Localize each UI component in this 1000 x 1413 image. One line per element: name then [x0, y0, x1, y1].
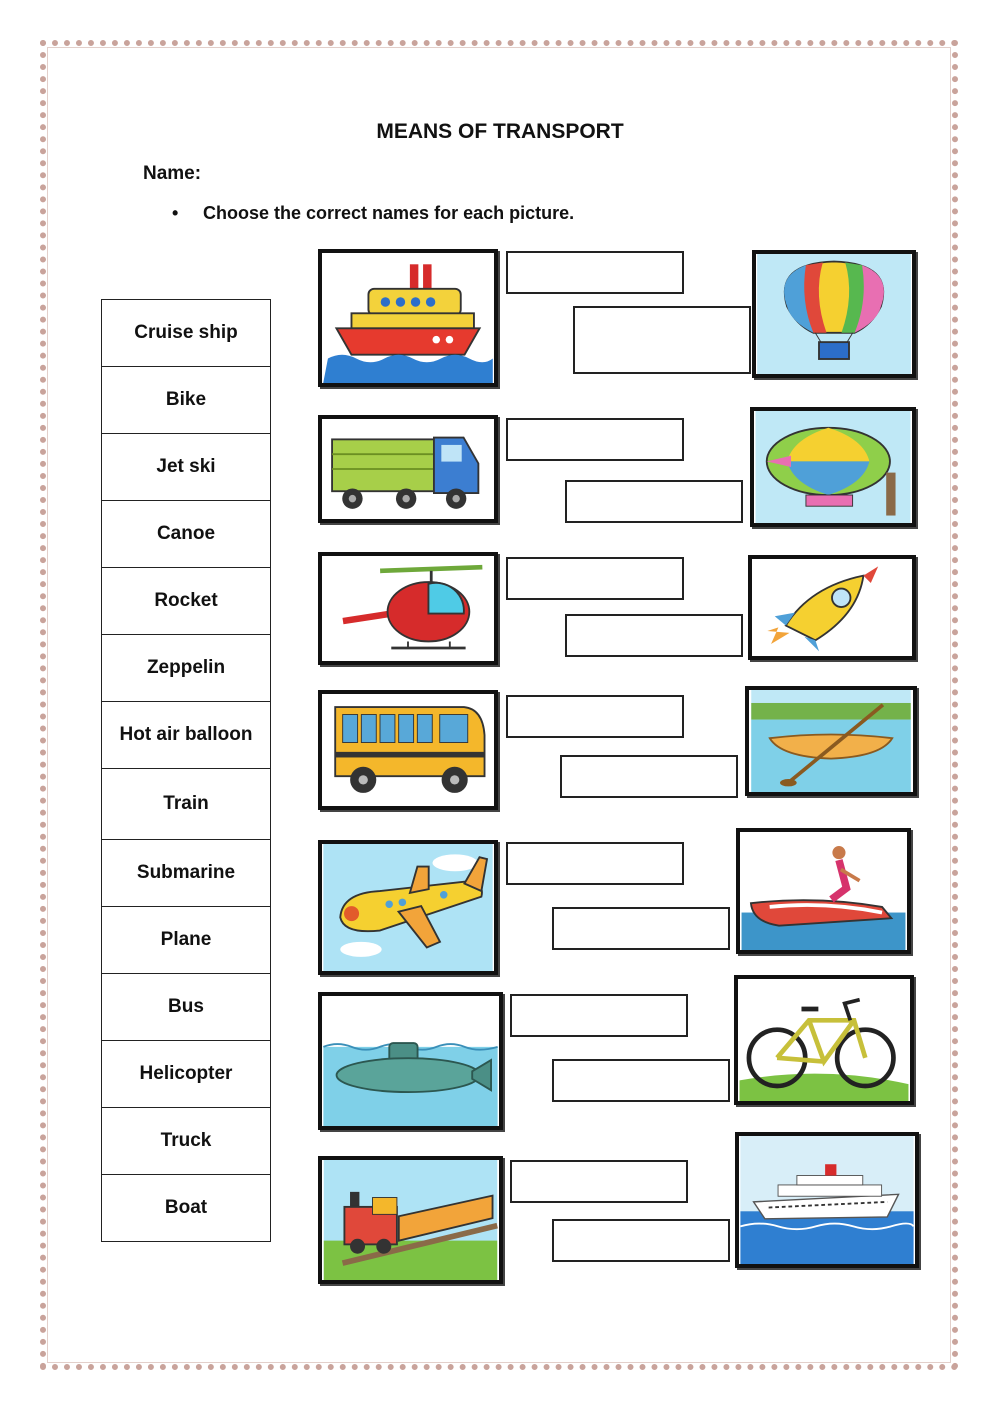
word-bank-item: Boat [102, 1175, 271, 1242]
answer-box-submarine[interactable] [510, 994, 688, 1037]
cruise-ship-picture [735, 1132, 919, 1268]
hot-air-balloon-picture [752, 250, 916, 378]
word-bank-item: Zeppelin [102, 635, 271, 702]
word-bank-item: Train [102, 769, 271, 840]
word-bank-item: Plane [102, 907, 271, 974]
zeppelin-picture [750, 407, 916, 527]
bus-picture [318, 690, 498, 810]
answer-box-jet-ski[interactable] [552, 907, 730, 950]
word-bank-item: Helicopter [102, 1041, 271, 1108]
rocket-picture [748, 555, 916, 660]
word-bank-item: Bus [102, 974, 271, 1041]
word-bank-item: Cruise ship [102, 300, 271, 367]
bullet-icon: • [172, 203, 179, 223]
boat-picture [318, 249, 498, 387]
answer-box-bike[interactable] [552, 1059, 730, 1102]
helicopter-picture [318, 552, 498, 665]
plane-picture [318, 840, 498, 975]
jet-ski-picture [736, 828, 911, 954]
answer-box-helicopter[interactable] [506, 557, 684, 600]
answer-box-plane[interactable] [506, 842, 684, 885]
bike-picture [734, 975, 914, 1105]
word-bank-item: Jet ski [102, 434, 271, 501]
name-label: Name: [143, 163, 202, 184]
word-bank-item: Truck [102, 1108, 271, 1175]
answer-box-cruise-ship[interactable] [552, 1219, 730, 1262]
word-bank-item: Rocket [102, 568, 271, 635]
worksheet-title: MEANS OF TRANSPORT [376, 120, 624, 143]
word-bank [101, 299, 271, 1242]
answer-box-truck[interactable] [506, 418, 684, 461]
word-bank-item: Canoe [102, 501, 271, 568]
word-bank-item: Bike [102, 367, 271, 434]
answer-box-canoe[interactable] [560, 755, 738, 798]
answer-box-zeppelin[interactable] [565, 480, 743, 523]
canoe-picture [745, 686, 917, 796]
answer-box-rocket[interactable] [565, 614, 743, 657]
instruction [172, 203, 574, 224]
word-bank-item: Hot air balloon [102, 702, 271, 769]
submarine-picture [318, 992, 503, 1130]
answer-box-bus[interactable] [506, 695, 684, 738]
answer-box-train[interactable] [510, 1160, 688, 1203]
train-picture [318, 1156, 503, 1284]
answer-box-hot-air-balloon[interactable] [573, 306, 751, 374]
instruction-text: Choose the correct names for each picture. [203, 203, 575, 223]
truck-picture [318, 415, 498, 523]
word-bank-item: Submarine [102, 840, 271, 907]
answer-box-boat[interactable] [506, 251, 684, 294]
